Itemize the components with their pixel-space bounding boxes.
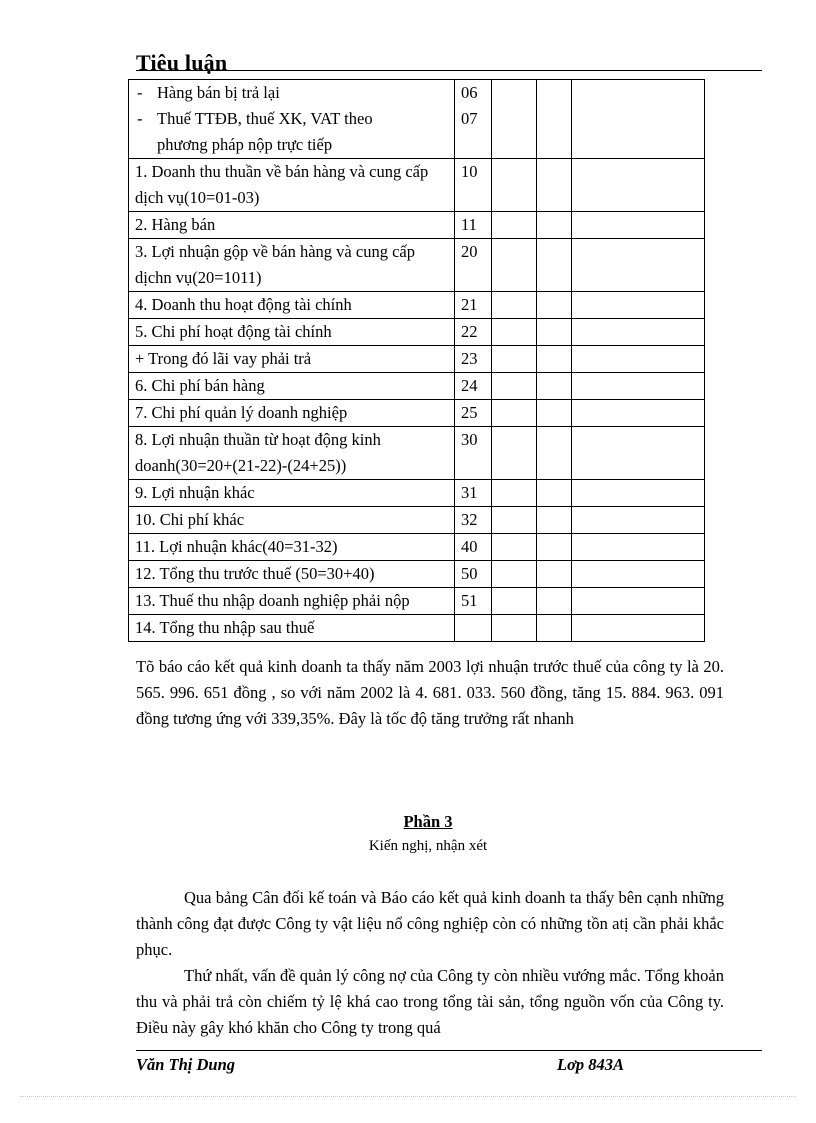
paragraph-text: Thứ nhất, vấn đề quản lý công nợ của Công ty còn nhiều vướng mắc. Tổng khoản thu và phải trả còn chiếm tỷ lệ khá cao trong tổng tài sản, tổng nguồn vốn của Công ty. Điều này gây khó khăn cho Công ty trong quá — [136, 966, 725, 1037]
row-code: 24 — [455, 373, 492, 400]
row-label: Thuế TTĐB, thuế XK, VAT theo — [157, 109, 373, 128]
table-row — [129, 480, 705, 507]
row-code: 32 — [455, 507, 492, 534]
table-row — [129, 427, 705, 480]
row-label: 6. Chi phí bán hàng — [129, 373, 455, 400]
empty-cell — [492, 80, 537, 159]
row-label: 14. Tổng thu nhập sau thuế — [129, 615, 455, 642]
table-row — [129, 292, 705, 319]
row-label-cell: - Hàng bán bị trả lại - Thuế TTĐB, thuế XK, VAT theo phương pháp nộp trực tiếp — [129, 80, 455, 159]
table-row — [129, 534, 705, 561]
row-label: 7. Chi phí quản lý doanh nghiệp — [129, 400, 455, 427]
row-code: 25 — [455, 400, 492, 427]
row-label: 2. Hàng bán — [129, 212, 455, 239]
table-row — [129, 507, 705, 534]
table-row — [129, 319, 705, 346]
row-code: 06 — [461, 83, 478, 102]
page-boundary — [20, 1096, 796, 1097]
table-row — [129, 561, 705, 588]
row-code — [455, 615, 492, 642]
row-label: phương pháp nộp trực tiếp — [157, 135, 333, 154]
row-code: 11 — [455, 212, 492, 239]
footer-divider — [136, 1050, 762, 1051]
row-label: 5. Chi phí hoạt động tài chính — [129, 319, 455, 346]
row-code: 51 — [455, 588, 492, 615]
row-label: Hàng bán bị trả lại — [157, 83, 280, 102]
section-title: Phần 3 — [403, 812, 453, 831]
document-header-title: Tiêu luận — [136, 50, 228, 75]
row-code: 21 — [455, 292, 492, 319]
header-divider — [136, 70, 762, 71]
table-row — [129, 80, 705, 159]
footer-author: Văn Thị Dung — [136, 1055, 236, 1074]
row-code: 22 — [455, 319, 492, 346]
row-code: 20 — [455, 239, 492, 292]
table-row — [129, 212, 705, 239]
table-row — [129, 615, 705, 642]
row-label: 12. Tổng thu trước thuế (50=30+40) — [129, 561, 455, 588]
table-row — [129, 373, 705, 400]
row-label: 13. Thuế thu nhập doanh nghiệp phải nộp — [129, 588, 455, 615]
row-code: 23 — [455, 346, 492, 373]
row-code: 31 — [455, 480, 492, 507]
row-code: 10 — [455, 159, 492, 212]
row-label: 3. Lợi nhuận gộp về bán hàng và cung cấp dịchn vụ(20=1011) — [129, 239, 455, 292]
row-code-cell — [455, 80, 492, 159]
row-code: 30 — [455, 427, 492, 480]
summary-paragraph: Tõ báo cáo kết quả kinh doanh ta thấy năm 2003 lợi nhuận trước thuế của công ty là 20. 565. 996. 651 đồng , so với năm 2002 là 4. 681. 033. 560 đồng, tăng 15. 884. 963. 091 đồng tương ứng với 339,35%. Đây là tốc độ tăng trưởng rất nhanh — [136, 657, 724, 728]
row-label: 8. Lợi nhuận thuần từ hoạt động kinh doanh(30=20+(21-22)-(24+25)) — [129, 427, 455, 480]
row-label: 4. Doanh thu hoạt động tài chính — [129, 292, 455, 319]
row-code: 40 — [455, 534, 492, 561]
row-label: 11. Lợi nhuận khác(40=31-32) — [129, 534, 455, 561]
table-row — [129, 239, 705, 292]
empty-cell — [537, 80, 572, 159]
empty-cell — [572, 80, 705, 159]
row-label: 10. Chi phí khác — [129, 507, 455, 534]
section-subtitle: Kiến nghị, nhận xét — [368, 838, 488, 854]
table-row — [129, 159, 705, 212]
row-label: 1. Doanh thu thuần về bán hàng và cung cấp dịch vụ(10=01-03) — [129, 159, 455, 212]
body-paragraph — [136, 885, 724, 1041]
row-code: 50 — [455, 561, 492, 588]
row-label: 9. Lợi nhuận khác — [129, 480, 455, 507]
row-label: + Trong đó lãi vay phải trả — [129, 346, 455, 373]
income-statement-table — [128, 79, 705, 642]
row-code: 07 — [461, 109, 478, 128]
footer-class: Lơp 843A — [557, 1055, 625, 1074]
table-row — [129, 346, 705, 373]
paragraph-text: Qua bảng Cân đối kế toán và Báo cáo kết quả kinh doanh ta thấy bên cạnh những thành công đạt được Công ty vật liệu nổ công nghiệp còn có những tồn atị cần phải khắc phục. — [136, 888, 724, 959]
table-row — [129, 400, 705, 427]
table-row — [129, 588, 705, 615]
